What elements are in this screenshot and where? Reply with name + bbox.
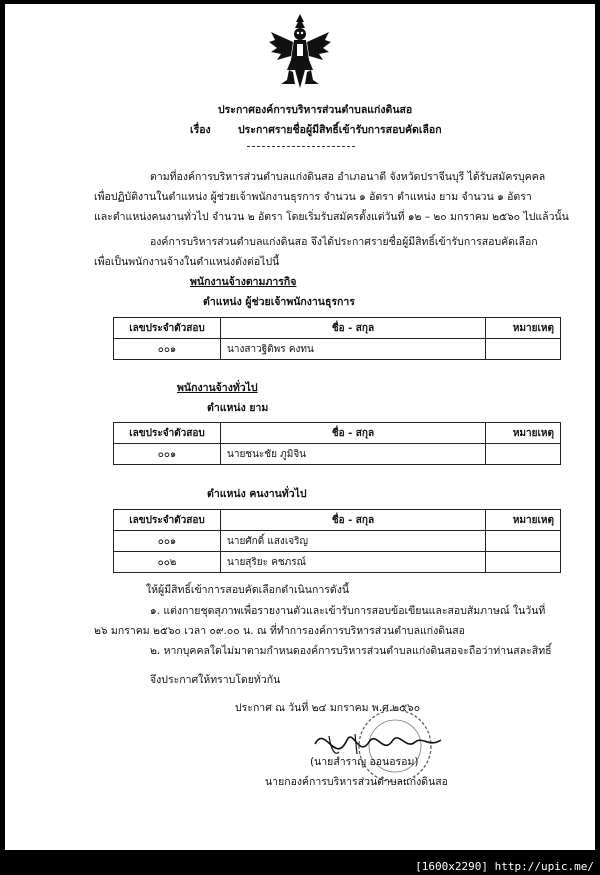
header-exam-id: เลขประจำตัวสอบ <box>114 318 221 339</box>
full-name-cell: นายชนะชัย ภูมิจิน <box>221 444 486 465</box>
header-exam-id: เลขประจำตัวสอบ <box>114 423 221 444</box>
paragraph-1-line-3: และตำแหน่งคนงานทั่วไป จำนวน ๒ อัตรา โดยเริ่มรับสมัครตั้งแต่วันที่ ๑๒ – ๒๐ มกราคม ๒๕๖๐ ไปแล้วนั้น <box>94 211 569 223</box>
exam-id-cell: ๐๐๑ <box>114 444 221 465</box>
remarks-cell <box>486 444 561 465</box>
section-general-group-heading: พนักงานจ้างทั่วไป <box>177 382 258 394</box>
full-name-cell: นางสาวฐิติพร คงทน <box>221 339 486 360</box>
table-header-row <box>114 423 561 444</box>
header-full-name: ชื่อ - สกุล <box>221 510 486 531</box>
official-seal-and-signature <box>295 706 455 786</box>
section-mission-group-heading: พนักงานจ้างตามภารกิจ <box>190 276 297 288</box>
full-name-cell: นายศักดิ์ แสงเจริญ <box>221 531 486 552</box>
table-row <box>114 552 561 573</box>
signer-name: (นายสำราญ ออนอรอม) <box>310 756 419 768</box>
header-exam-id: เลขประจำตัวสอบ <box>114 510 221 531</box>
header-remarks: หมายเหตุ <box>486 318 561 339</box>
header-full-name: ชื่อ - สกุล <box>221 423 486 444</box>
exam-id-cell: ๐๐๒ <box>114 552 221 573</box>
instruction-2: ๒. หากบุคคลใดไม่มาตามกำหนดองค์การบริหารส่วนตำบลแก่งดินสอจะถือว่าท่านสละสิทธิ์ <box>150 645 552 657</box>
paragraph-2-line-2: เพื่อเป็นพนักงานจ้างในตำแหน่งดังต่อไปนี้ <box>94 256 280 268</box>
signer-title: นายกองค์การบริหารส่วนตำบลแก่งดินสอ <box>265 776 448 788</box>
instructions-intro: ให้ผู้มีสิทธิ์เข้าการสอบคัดเลือกดำเนินการดังนี้ <box>146 584 350 596</box>
document-page <box>5 4 595 850</box>
header-divider <box>247 146 355 147</box>
subject-title: ประกาศรายชื่อผู้มีสิทธิ์เข้ารับการสอบคัดเลือก <box>238 124 442 136</box>
subject-label: เรื่อง <box>190 124 211 136</box>
remarks-cell <box>486 339 561 360</box>
full-name-cell: นายสุริยะ คชภรณ์ <box>221 552 486 573</box>
table-guard <box>113 422 561 465</box>
header-full-name: ชื่อ - สกุล <box>221 318 486 339</box>
instruction-1-line-2: ๒๖ มกราคม ๒๕๖๐ เวลา ๐๙.๐๐ น. ณ ที่ทำการองค์การบริหารส่วนตำบลแก่งดินสอ <box>94 625 465 637</box>
paragraph-1-line-1: ตามที่องค์การบริหารส่วนตำบลแก่งดินสอ อำเภอนาดี จังหวัดปราจีนบุรี ได้รับสมัครบุคคล <box>150 171 546 183</box>
paragraph-2-line-1: องค์การบริหารส่วนตำบลแก่งดินสอ จึงได้ประกาศรายชื่อผู้มีสิทธิ์เข้ารับการสอบคัดเลือก <box>150 236 538 248</box>
exam-id-cell: ๐๐๑ <box>114 339 221 360</box>
announcement-org-title: ประกาศองค์การบริหารส่วนตำบลแก่งดินสอ <box>218 104 413 116</box>
section-mission-position: ตำแหน่ง ผู้ช่วยเจ้าพนักงานธุรการ <box>203 296 355 308</box>
remarks-cell <box>486 552 561 573</box>
header-remarks: หมายเหตุ <box>486 510 561 531</box>
garuda-emblem-icon <box>267 12 333 90</box>
instruction-1-line-1: ๑. แต่งกายชุดสุภาพเพื่อรายงานตัวและเข้ารับการสอบข้อเขียนและสอบสัมภาษณ์ ในวันที่ <box>150 605 546 617</box>
table-row <box>114 531 561 552</box>
table-general-labourer <box>113 509 561 573</box>
table-header-row <box>114 510 561 531</box>
exam-id-cell: ๐๐๑ <box>114 531 221 552</box>
table-clerk-assistant <box>113 317 561 360</box>
table-header-row <box>114 318 561 339</box>
image-source-footer: [1600x2290] http://upic.me/ <box>415 860 594 873</box>
paragraph-1-line-2: เพื่อปฏิบัติงานในตำแหน่ง ผู้ช่วยเจ้าพนักงานธุรการ จำนวน ๑ อัตรา ตำแหน่ง ยาม จำนวน ๑ อัตรา <box>94 191 532 203</box>
table-row <box>114 444 561 465</box>
header-remarks: หมายเหตุ <box>486 423 561 444</box>
closing-statement: จึงประกาศให้ทราบโดยทั่วกัน <box>150 674 281 686</box>
remarks-cell <box>486 531 561 552</box>
section-guard-position: ตำแหน่ง ยาม <box>207 402 269 414</box>
table-row <box>114 339 561 360</box>
section-labourer-position: ตำแหน่ง คนงานทั่วไป <box>207 488 307 500</box>
announcement-date: ประกาศ ณ วันที่ ๒๔ มกราคม พ.ศ.๒๕๖๐ <box>235 702 421 714</box>
